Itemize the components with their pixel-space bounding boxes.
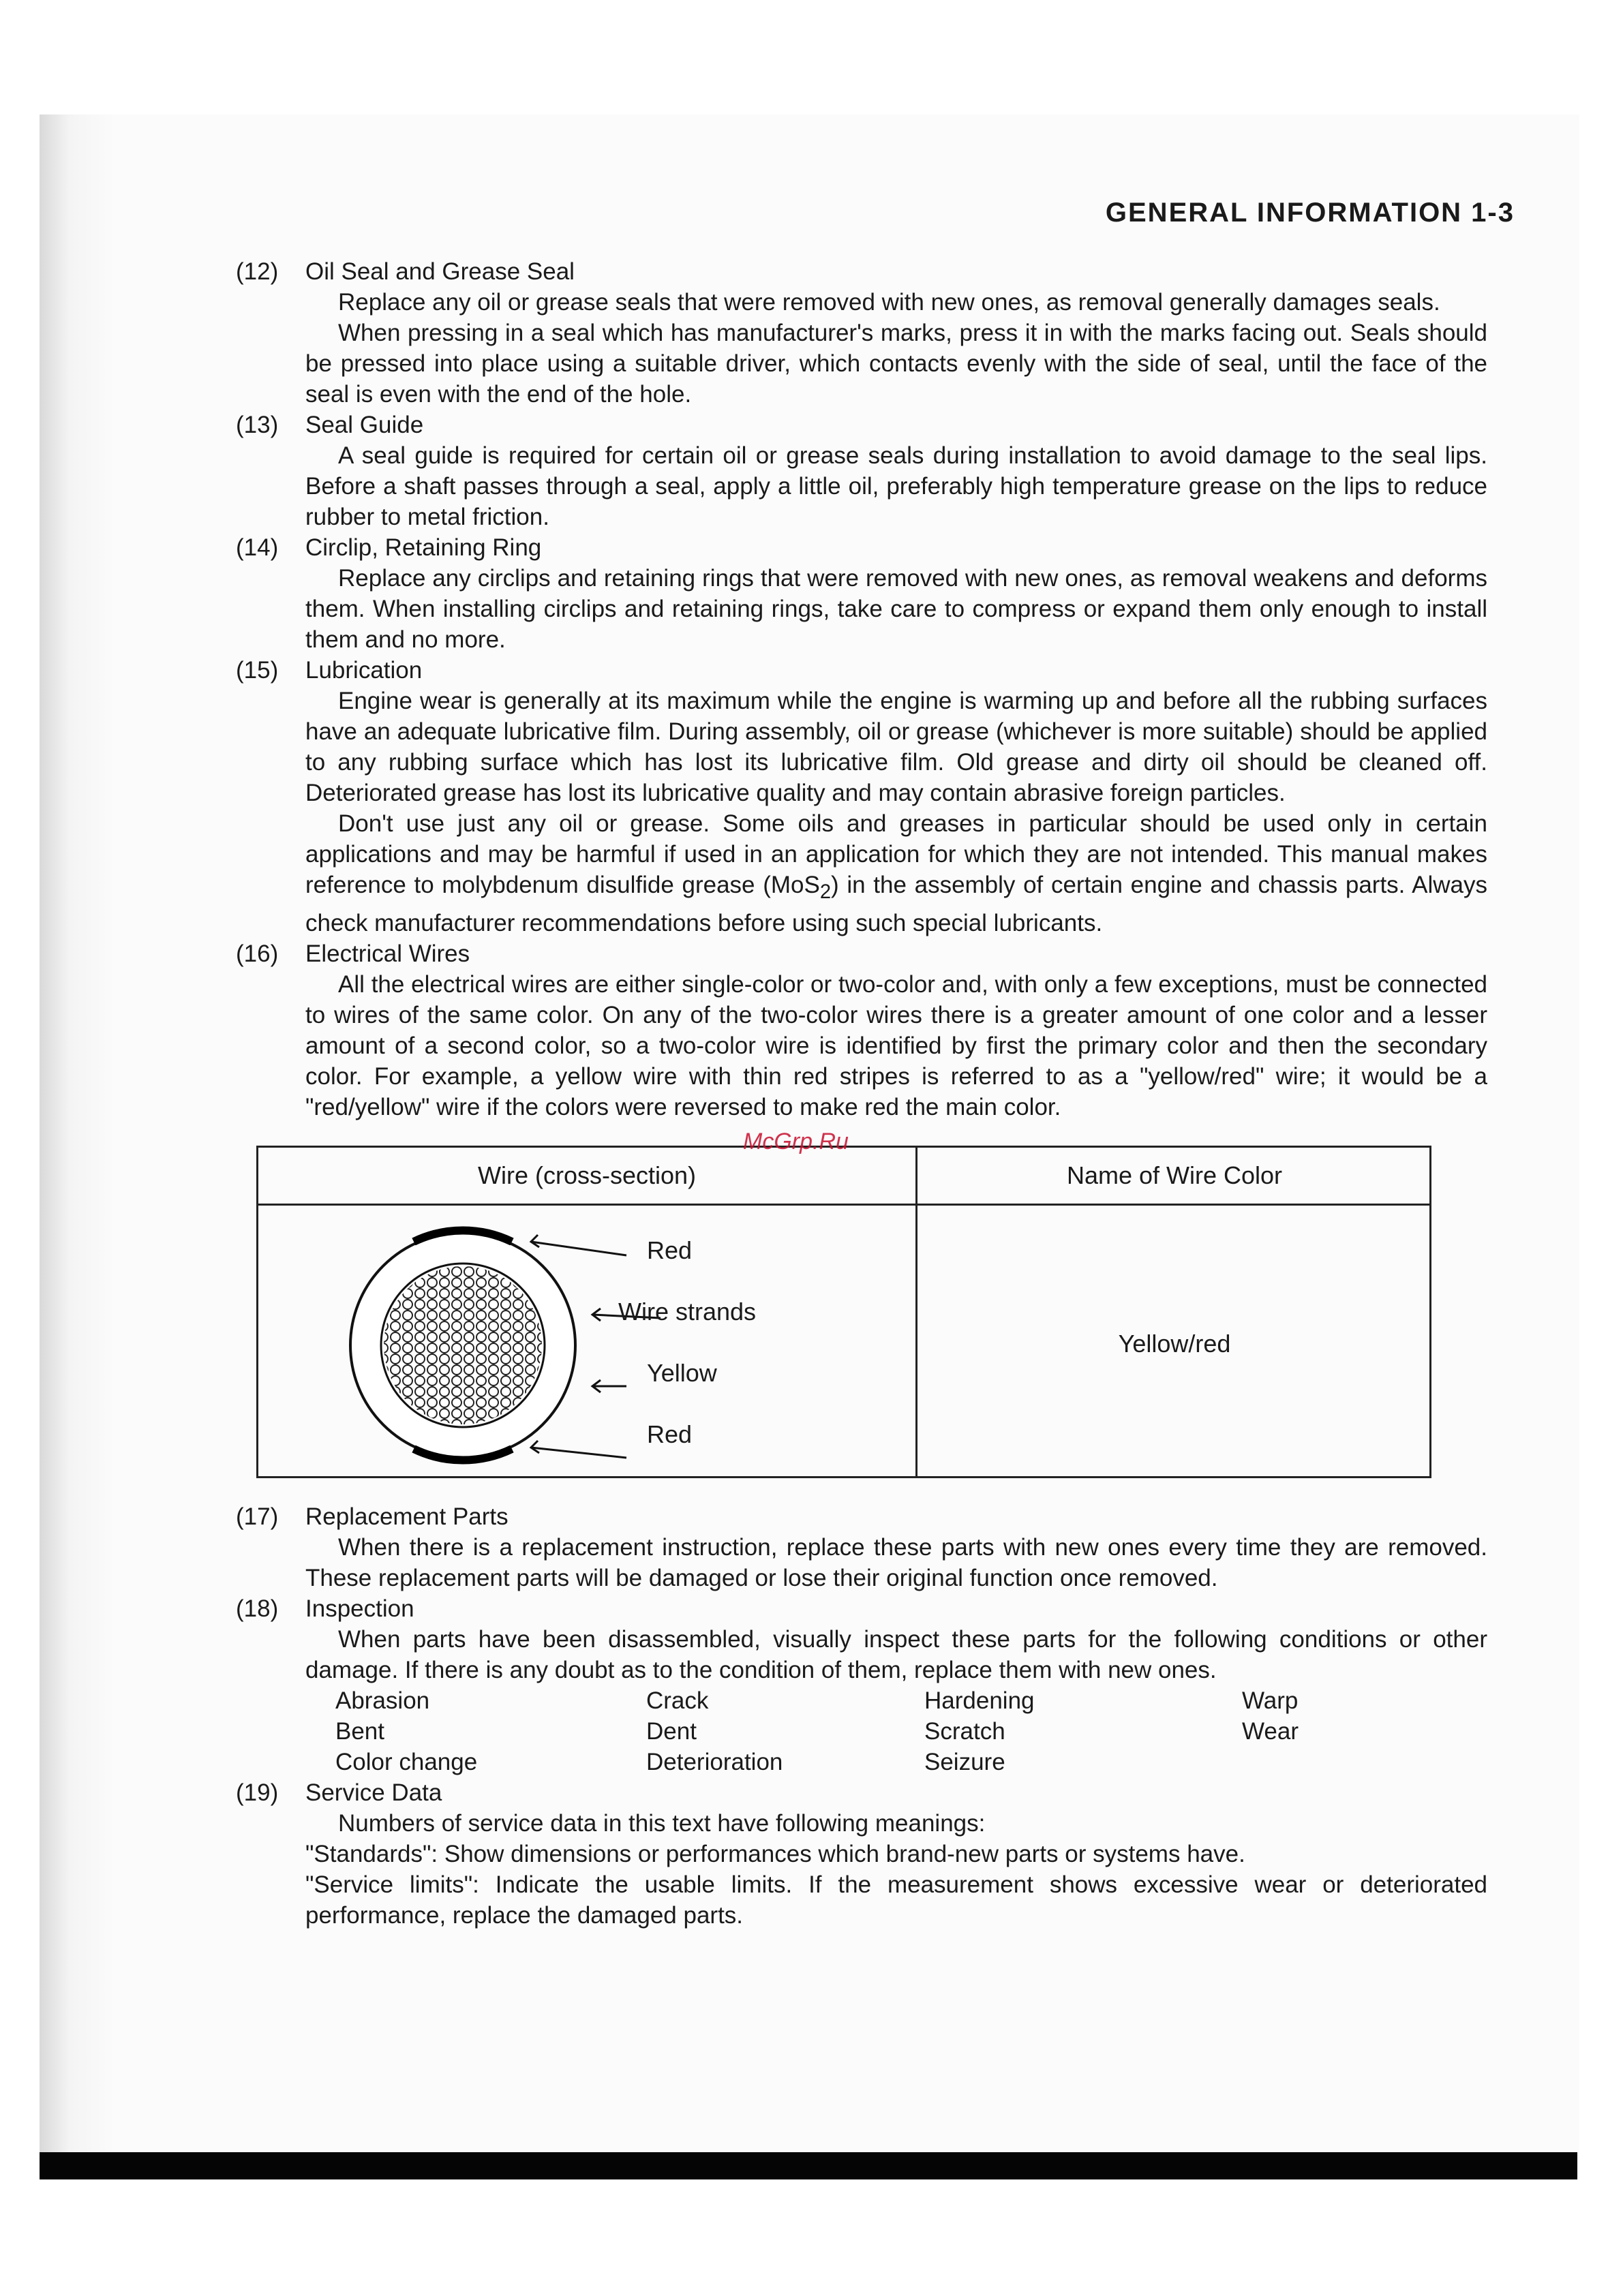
page-content xyxy=(236,256,1488,1931)
section-number: (18) xyxy=(236,1595,279,1622)
wire-color-table xyxy=(256,1146,1431,1478)
paragraph: A seal guide is required for certain oil or grease seals during installation to avoid damage to the seal lips. Before a shaft passes through a seal, apply a little oil, preferably high temperature grease on the lips to reduce rubber to metal friction. xyxy=(305,442,1487,530)
section-number: (15) xyxy=(236,657,279,684)
paragraph: Engine wear is generally at its maximum while the engine is warming up and before all the rubbing surfaces have an adequate lubricative film. During assembly, oil or grease (whichever is more suitable) should be applied to any rubbing surface which has lost its lubricative film. Old grease and dirty oil should be cleaned off. Deteriorated grease has lost its lubricative quality and may contain abrasive foreign particles. xyxy=(305,688,1487,806)
condition-item: Crack xyxy=(646,1687,709,1714)
section-number: (13) xyxy=(236,412,279,438)
condition-item: Dent xyxy=(646,1718,697,1745)
section-seal-guide xyxy=(236,410,1487,532)
text-run: Don't use just any oil or grease. Some oils and greases in particular should be used only in certain applications and may be harmful if used in an application for which they are not intended. This manual makes reference to molybdenum disulfide grease (MoS xyxy=(305,810,1487,898)
section-title: Oil Seal and Grease Seal xyxy=(305,258,575,285)
condition-item xyxy=(1242,1747,1378,1777)
condition-list xyxy=(335,1685,1487,1777)
condition-item: Wear xyxy=(1242,1718,1299,1745)
section-title: Seal Guide xyxy=(305,412,424,438)
paragraph: Numbers of service data in this text have following meanings: xyxy=(338,1810,986,1837)
section-number: (16) xyxy=(236,940,279,967)
diagram-leader-lines xyxy=(517,1216,763,1475)
watermark: McGrp.Ru xyxy=(743,1129,849,1154)
wire-color-name: Yellow/red xyxy=(1118,1330,1231,1358)
section-title: Electrical Wires xyxy=(305,940,470,967)
table-header-color-name: Name of Wire Color xyxy=(1066,1161,1283,1189)
section-service-data xyxy=(236,1777,1487,1931)
section-oil-seal xyxy=(236,256,1487,410)
table-divider xyxy=(258,1204,1429,1206)
section-circlip xyxy=(236,532,1487,655)
condition-item: Warp xyxy=(1242,1687,1299,1714)
paragraph: When pressing in a seal which has manufacturer's marks, press it in with the marks facing out. Seals should be pressed into place using a suitable driver, which contacts evenly with the side of seal, until the face of the seal is even with the end of the hole. xyxy=(305,320,1487,408)
paragraph xyxy=(305,808,1487,938)
section-title: Replacement Parts xyxy=(305,1503,509,1530)
label-red-top: Red xyxy=(647,1236,693,1264)
section-number: (17) xyxy=(236,1503,279,1530)
page-header: GENERAL INFORMATION 1-3 xyxy=(1105,198,1515,228)
section-number: (14) xyxy=(236,534,279,561)
section-number: (19) xyxy=(236,1779,279,1806)
section-replacement-parts xyxy=(236,1501,1487,1593)
text-run: ) in the assembly of certain engine and chassis parts. Always check manufacturer recommendations before using such special lubricants. xyxy=(305,872,1488,936)
paragraph: Replace any oil or grease seals that were removed with new ones, as removal generally damages seals. xyxy=(338,289,1440,316)
table-header-wire: Wire (cross-section) xyxy=(477,1161,697,1189)
paragraph: When parts have been disassembled, visually inspect these parts for the following conditions or other damage. If there is any doubt as to the condition of them, replace them with new ones. xyxy=(305,1626,1487,1683)
table-divider xyxy=(915,1148,917,1476)
paragraph-standards: "Standards": Show dimensions or performances which brand-new parts or systems have. xyxy=(305,1841,1245,1867)
paragraph: All the electrical wires are either single-color or two-color and, with only a few exceptions, must be connected to wires of the same color. On any of the two-color wires there is a greater amount of one color and a lesser amount of a second color, so a two-color wire is identified by first the primary color and then the secondary color. For example, a yellow wire with thin red stripes is referred to as a "yellow/red" wire; it would be a "red/yellow" wire if the colors were reversed to make red the main color. xyxy=(305,971,1487,1120)
condition-item: Color change xyxy=(335,1749,478,1775)
section-title: Lubrication xyxy=(305,657,423,684)
condition-item: Scratch xyxy=(924,1718,1005,1745)
section-inspection xyxy=(236,1593,1487,1777)
section-title: Service Data xyxy=(305,1779,442,1806)
section-title: Inspection xyxy=(305,1595,414,1622)
binding-shadow xyxy=(40,114,115,2179)
condition-item: Abrasion xyxy=(335,1687,430,1714)
condition-item: Deterioration xyxy=(646,1749,783,1775)
condition-item: Hardening xyxy=(924,1687,1035,1714)
label-wire-strands: Wire strands xyxy=(618,1298,757,1326)
section-electrical-wires xyxy=(236,938,1487,1122)
paragraph: Replace any circlips and retaining rings that were removed with new ones, as removal weakens and deforms them. When installing circlips and retaining rings, take care to compress or expand them only enough to install them and no more. xyxy=(305,565,1487,653)
condition-item: Bent xyxy=(335,1718,384,1745)
scan-bottom-edge xyxy=(40,2152,1577,2179)
section-lubrication xyxy=(236,655,1488,938)
section-number: (12) xyxy=(236,258,279,285)
condition-item: Seizure xyxy=(924,1749,1005,1775)
section-title: Circlip, Retaining Ring xyxy=(305,534,542,561)
label-yellow: Yellow xyxy=(647,1359,717,1387)
subscript: 2 xyxy=(819,881,832,903)
paragraph-service-limits: "Service limits": Indicate the usable limits. If the measurement shows excessive wear or deteriorated performance, replace the damaged parts. xyxy=(305,1871,1487,1929)
label-red-bottom: Red xyxy=(647,1420,693,1448)
paragraph: When there is a replacement instruction, replace these parts with new ones every time they are removed. These replacement parts will be damaged or lose their original function once removed. xyxy=(305,1534,1487,1591)
